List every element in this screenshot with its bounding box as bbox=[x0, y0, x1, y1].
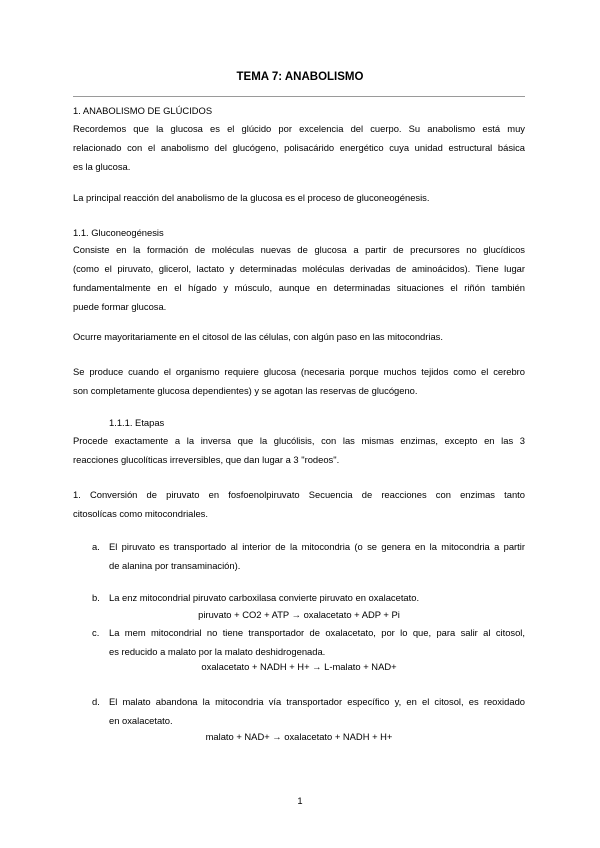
list-marker: d. bbox=[92, 696, 100, 707]
text-line: El malato abandona la mitocondria vía transportador específico y, en el citosol, es reoxidado bbox=[109, 696, 525, 707]
step-1-paragraph bbox=[73, 485, 525, 523]
text-line: (como el piruvato, glicerol, lactato y determinadas moléculas derivadas de aminoácidos). Tiene lugar bbox=[73, 263, 525, 274]
text-line: en oxalacetato. bbox=[109, 715, 173, 726]
etapas-paragraph-1 bbox=[73, 431, 525, 469]
list-item-a bbox=[109, 537, 525, 575]
page-number: 1 bbox=[297, 795, 303, 806]
subsection-paragraph-2: Ocurre mayoritariamente en el citosol de las células, con algún paso en las mitocondrias. bbox=[73, 331, 443, 342]
text-line: fundamentalmente en el hígado y músculo, aunque en determinadas situaciones el riñón también bbox=[73, 282, 525, 293]
list-marker: c. bbox=[92, 627, 100, 638]
list-marker: a. bbox=[92, 541, 100, 552]
text-line: 1. Conversión de piruvato en fosfoenolpiruvato Secuencia de reacciones con enzimas tanto bbox=[73, 489, 525, 500]
text-line: La mem mitocondrial no tiene transportador de oxalacetato, por lo que, para salir al citosol, bbox=[109, 627, 525, 638]
text-line: son completamente glucosa dependientes) y se agotan las reservas de glucógeno. bbox=[73, 385, 418, 396]
list-item-b: La enz mitocondrial piruvato carboxilasa convierte piruvato en oxalacetato. bbox=[109, 592, 420, 603]
text-line: Recordemos que la glucosa es el glúcido por excelencia del cuerpo. Su anabolismo está muy bbox=[73, 123, 525, 134]
text-line: de alanina por transaminación). bbox=[109, 560, 241, 571]
text-line: es reducido a malato por la malato deshidrogenada. bbox=[109, 646, 326, 657]
section-heading: 1. ANABOLISMO DE GLÚCIDOS bbox=[73, 105, 213, 116]
list-item-c bbox=[109, 623, 525, 661]
equation: piruvato + CO2 + ATP → oxalacetato + ADP + Pi bbox=[198, 609, 400, 620]
subsection-paragraph-1 bbox=[73, 240, 525, 316]
text-line: puede formar glucosa. bbox=[73, 301, 167, 312]
text-line: Consiste en la formación de moléculas nuevas de glucosa a partir de precursores no glucídicos bbox=[73, 244, 525, 255]
list-item-d bbox=[109, 692, 525, 730]
text-line: Procede exactamente a la inversa que la glucólisis, con las mismas enzimas, excepto en las 3 bbox=[73, 435, 525, 446]
list-marker: b. bbox=[92, 592, 100, 603]
text-line: es la glucosa. bbox=[73, 161, 131, 172]
subsection-heading: 1.1. Gluconeogénesis bbox=[73, 227, 164, 238]
equation: oxalacetato + NADH + H+ → L-malato + NAD+ bbox=[201, 661, 397, 672]
text-line: citosolícas como mitocondriales. bbox=[73, 508, 208, 519]
text-line: El piruvato es transportado al interior de la mitocondria (o se genera en la mitocondria a partir bbox=[109, 541, 525, 552]
section1-paragraph-1 bbox=[73, 119, 525, 176]
section1-paragraph-2: La principal reacción del anabolismo de la glucosa es el proceso de gluconeogénesis. bbox=[73, 192, 430, 203]
text-line: reacciones glucolíticas irreversibles, que dan lugar a 3 "rodeos". bbox=[73, 454, 340, 465]
etapas-heading: 1.1.1. Etapas bbox=[109, 417, 165, 428]
subsection-paragraph-3 bbox=[73, 362, 525, 400]
document-title: TEMA 7: ANABOLISMO bbox=[236, 71, 364, 83]
text-line: relacionado con el anabolismo del glucógeno, polisacárido energético cuya unidad estructural básica bbox=[73, 142, 525, 153]
title-divider bbox=[73, 96, 525, 97]
equation: malato + NAD+ → oxalacetato + NADH + H+ bbox=[205, 731, 393, 742]
text-line: Se produce cuando el organismo requiere glucosa (necesaria porque muchos tejidos como el cerebro bbox=[73, 366, 525, 377]
